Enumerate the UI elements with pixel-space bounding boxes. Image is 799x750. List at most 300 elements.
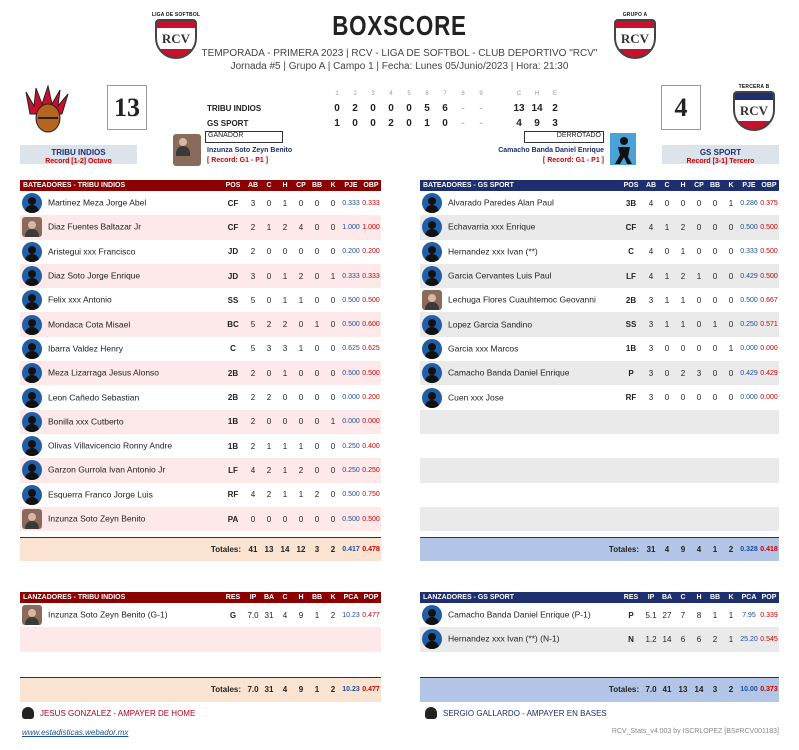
- player-avatar-icon: [22, 217, 42, 237]
- stat-cell: 2: [245, 410, 261, 434]
- stat-cell: 0.500: [739, 215, 759, 239]
- stat-cell: JD: [221, 240, 245, 264]
- stat-cell: 0.000: [361, 410, 381, 434]
- empty-cell: [723, 458, 739, 482]
- stat-cell: 0: [659, 361, 675, 385]
- stat-cell: 0: [675, 337, 691, 361]
- stat-cell: 0.339: [759, 603, 779, 627]
- empty-cell: [675, 458, 691, 482]
- table-title: LANZADORES - GS SPORT: [420, 592, 619, 603]
- player-avatar-icon: [422, 315, 442, 335]
- empty-cell: [675, 507, 691, 531]
- empty-cell: [341, 627, 361, 651]
- stat-cell: 0: [309, 361, 325, 385]
- stat-cell: 1: [277, 434, 293, 458]
- stat-cell: 3: [245, 264, 261, 288]
- player-avatar-icon: [422, 217, 442, 237]
- stat-cell: 0: [675, 385, 691, 409]
- empty-cell: [420, 434, 619, 458]
- column-header: OBP: [361, 180, 381, 191]
- inning-score: 0: [442, 118, 448, 129]
- total-cell: 4: [691, 537, 707, 561]
- column-header: POS: [221, 180, 245, 191]
- player-cell: [420, 264, 619, 288]
- stat-cell: 0: [309, 385, 325, 409]
- stat-cell: C: [619, 240, 643, 264]
- stat-cell: 0.000: [341, 410, 361, 434]
- stat-cell: 0: [309, 288, 325, 312]
- stat-cell: G: [221, 603, 245, 627]
- column-header: C: [659, 180, 675, 191]
- stat-cell: 0: [277, 240, 293, 264]
- stat-cell: 1.000: [361, 215, 381, 239]
- player-name: Camacho Banda Daniel Enrique (P-1): [448, 609, 591, 620]
- inning-score: 0: [370, 103, 376, 114]
- empty-cell: [707, 507, 723, 531]
- stat-cell: 0: [723, 312, 739, 336]
- empty-cell: [723, 434, 739, 458]
- stat-cell: 1.2: [643, 627, 659, 651]
- player-avatar-icon: [22, 339, 42, 359]
- stat-cell: 0: [659, 337, 675, 361]
- home-pitching-table: [420, 592, 779, 702]
- footer-version: RCV_Stats_v4.003 by ISCRLOPEZ [BS#RCV001183]: [611, 728, 779, 735]
- empty-cell: [261, 627, 277, 651]
- stat-cell: 1: [277, 264, 293, 288]
- stat-cell: 0.429: [759, 361, 779, 385]
- stat-cell: 1: [723, 627, 739, 651]
- player-name: Leon Cañedo Sebastian: [48, 391, 140, 402]
- player-cell: [420, 191, 619, 215]
- empty-cell: [691, 410, 707, 434]
- empty-cell: [707, 410, 723, 434]
- stat-cell: 2: [261, 458, 277, 482]
- table-row: [420, 458, 779, 482]
- stat-cell: 10.23: [341, 603, 361, 627]
- stat-cell: 3: [245, 191, 261, 215]
- column-header: H: [691, 592, 707, 603]
- stat-cell: 1: [293, 483, 309, 507]
- total-cell: 1: [309, 678, 325, 702]
- total-cell: 3: [309, 537, 325, 561]
- stat-cell: 3: [261, 337, 277, 361]
- home-batting-table: [420, 180, 779, 561]
- empty-cell: [221, 627, 245, 651]
- stat-cell: 0.333: [361, 191, 381, 215]
- stat-cell: 1: [691, 264, 707, 288]
- column-header: K: [723, 180, 739, 191]
- stat-cell: 1: [277, 483, 293, 507]
- empty-cell: [325, 627, 341, 651]
- inning-score: 0: [406, 103, 412, 114]
- stat-cell: 0: [325, 434, 341, 458]
- player-cell: [20, 483, 221, 507]
- stat-cell: 1: [277, 361, 293, 385]
- empty-cell: [759, 483, 779, 507]
- stat-cell: 0: [325, 240, 341, 264]
- stat-cell: 0: [309, 507, 325, 531]
- inning-score: 1: [424, 118, 430, 129]
- table-row: [420, 264, 779, 288]
- empty-cell: [245, 627, 261, 651]
- stat-cell: 0: [261, 240, 277, 264]
- total-cell: 9: [675, 537, 691, 561]
- game-info: Jornada #5 | Grupo A | Campo 1 | Fecha: Lunes 05/Junio/2023 | Hora: 21:30: [230, 61, 569, 72]
- total-cell: 13: [675, 678, 691, 702]
- stat-cell: 0.477: [361, 603, 381, 627]
- stat-cell: 0: [325, 507, 341, 531]
- stat-cell: 2: [293, 264, 309, 288]
- stat-cell: 1: [659, 215, 675, 239]
- total-cell: 4: [277, 678, 293, 702]
- stat-cell: 8: [691, 603, 707, 627]
- stat-cell: CF: [619, 215, 643, 239]
- column-header: H: [293, 592, 309, 603]
- stat-cell: 0: [325, 458, 341, 482]
- stat-cell: 0: [261, 507, 277, 531]
- stat-cell: 4: [245, 458, 261, 482]
- stat-cell: 1B: [221, 410, 245, 434]
- season-subtitle: TEMPORADA - PRIMERA 2023 | RCV - LIGA DE SOFTBOL - CLUB DEPORTIVO "RCV": [201, 48, 598, 59]
- empty-cell: [659, 434, 675, 458]
- player-name: Diaz Soto Jorge Enrique: [48, 270, 141, 281]
- table-row: [20, 312, 381, 336]
- stat-cell: 3: [643, 385, 659, 409]
- column-header: IP: [245, 592, 261, 603]
- stat-cell: 0: [325, 191, 341, 215]
- table-row: [20, 507, 381, 531]
- group-logo-caption: GRUPO A: [622, 12, 648, 18]
- total-cell: 10.23: [341, 678, 361, 702]
- empty-cell: [707, 458, 723, 482]
- column-header: POS: [619, 180, 643, 191]
- player-cell: [20, 385, 221, 409]
- empty-cell: [643, 483, 659, 507]
- stat-cell: BC: [221, 312, 245, 336]
- stat-cell: 1: [723, 603, 739, 627]
- home-team-name: GS SPORT: [662, 145, 779, 164]
- player-name: Cuen xxx Jose: [448, 391, 504, 402]
- runs-header: C: [516, 90, 522, 97]
- table-row: [20, 337, 381, 361]
- stat-cell: 0: [325, 361, 341, 385]
- total-cell: 0.328: [739, 537, 759, 561]
- stat-cell: 2: [277, 312, 293, 336]
- table-row: [20, 264, 381, 288]
- player-name: Inzunza Soto Zeyn Benito (G-1): [48, 609, 168, 620]
- website-link[interactable]: www.estadisticas.webador.mx: [22, 728, 129, 737]
- stat-cell: 0.000: [759, 385, 779, 409]
- stat-cell: 0: [309, 434, 325, 458]
- stat-cell: 0: [723, 385, 739, 409]
- total-cell: 0.418: [759, 537, 779, 561]
- empty-cell: [619, 483, 643, 507]
- stat-cell: 0.545: [759, 627, 779, 651]
- stat-cell: 0.333: [341, 264, 361, 288]
- away-team-name: TRIBU INDIOS: [20, 145, 137, 164]
- table-row: [420, 337, 779, 361]
- player-avatar-icon: [22, 388, 42, 408]
- stat-cell: 0.200: [361, 240, 381, 264]
- stat-cell: 0: [691, 337, 707, 361]
- stat-cell: CF: [221, 215, 245, 239]
- stat-cell: 0: [293, 385, 309, 409]
- stat-cell: 4: [293, 215, 309, 239]
- stat-cell: 2: [675, 264, 691, 288]
- player-cell: [20, 240, 221, 264]
- stat-cell: 3B: [619, 191, 643, 215]
- loser-name: Camacho Banda Daniel Enrique: [498, 147, 604, 154]
- table-row: [20, 434, 381, 458]
- stat-cell: 2B: [619, 288, 643, 312]
- player-cell: [20, 288, 221, 312]
- stat-cell: 0: [675, 191, 691, 215]
- stat-cell: 1: [707, 312, 723, 336]
- player-name: Camacho Banda Daniel Enrique: [448, 367, 570, 378]
- player-cell: [20, 215, 221, 239]
- player-cell: [420, 312, 619, 336]
- stat-cell: 0: [309, 264, 325, 288]
- home-umpire: [22, 707, 195, 719]
- stat-cell: 1: [309, 312, 325, 336]
- column-header: PJE: [341, 180, 361, 191]
- player-name: Mondaca Cota Misael: [48, 318, 131, 329]
- stat-cell: 0: [293, 410, 309, 434]
- empty-cell: [759, 410, 779, 434]
- table-row: [20, 458, 381, 482]
- total-cell: 14: [277, 537, 293, 561]
- stat-cell: 0.500: [341, 361, 361, 385]
- stat-cell: 5: [245, 288, 261, 312]
- stat-cell: 1: [675, 312, 691, 336]
- stat-cell: 2B: [221, 385, 245, 409]
- column-header: BB: [309, 180, 325, 191]
- stat-cell: 0.500: [361, 361, 381, 385]
- stat-cell: 3: [643, 337, 659, 361]
- table-title: BATEADORES - GS SPORT: [420, 180, 619, 191]
- stat-cell: 4: [643, 191, 659, 215]
- winner-name: Inzunza Soto Zeyn Benito: [207, 147, 293, 154]
- stat-cell: 0: [309, 337, 325, 361]
- table-row: [420, 215, 779, 239]
- player-silhouette-icon: [610, 133, 636, 165]
- stat-cell: PA: [221, 507, 245, 531]
- stat-cell: 2: [675, 215, 691, 239]
- empty-cell: [739, 410, 759, 434]
- empty-cell: [691, 434, 707, 458]
- player-avatar-icon: [422, 266, 442, 286]
- table-row: [420, 385, 779, 409]
- player-cell: [20, 410, 221, 434]
- inning-header: 5: [407, 90, 411, 97]
- stat-cell: 0: [293, 240, 309, 264]
- stat-cell: 1: [707, 603, 723, 627]
- stat-cell: N: [619, 627, 643, 651]
- stat-cell: 0: [293, 191, 309, 215]
- stat-cell: 0: [325, 288, 341, 312]
- stat-cell: 0.500: [361, 288, 381, 312]
- stat-cell: 2: [245, 215, 261, 239]
- stat-cell: 0: [293, 507, 309, 531]
- empty-cell: [691, 458, 707, 482]
- player-name: Felix xxx Antonio: [48, 294, 112, 305]
- stat-cell: 1: [261, 434, 277, 458]
- inning-score: 0: [370, 118, 376, 129]
- stat-cell: 2: [245, 240, 261, 264]
- inning-header: 8: [461, 90, 465, 97]
- stat-cell: 2B: [221, 361, 245, 385]
- empty-cell: [643, 458, 659, 482]
- home-umpire-name: JESUS GONZALEZ - AMPAYER DE HOME: [40, 708, 196, 718]
- empty-cell: [420, 483, 619, 507]
- empty-cell: [643, 434, 659, 458]
- stat-cell: 0.333: [361, 264, 381, 288]
- stat-cell: 1: [277, 191, 293, 215]
- stat-cell: 0: [691, 191, 707, 215]
- stat-cell: 0.500: [759, 240, 779, 264]
- player-name: Diaz Fuentes Baltazar Jr: [48, 221, 142, 232]
- stat-cell: 0: [707, 215, 723, 239]
- stat-cell: 0: [723, 240, 739, 264]
- stat-cell: RF: [619, 385, 643, 409]
- home-logo-shield: RCV: [733, 91, 775, 131]
- table-row: [420, 483, 779, 507]
- player-avatar-icon: [22, 290, 42, 310]
- stat-cell: 2: [309, 483, 325, 507]
- stat-cell: 0: [293, 361, 309, 385]
- stat-cell: 0.667: [759, 288, 779, 312]
- player-avatar-icon: [422, 363, 442, 383]
- player-cell: [20, 361, 221, 385]
- total-cell: 7.0: [245, 678, 261, 702]
- stat-cell: 0: [261, 410, 277, 434]
- stat-cell: 0: [309, 240, 325, 264]
- stat-cell: 0: [325, 337, 341, 361]
- stat-cell: 5: [245, 337, 261, 361]
- player-avatar-icon: [22, 436, 42, 456]
- stat-cell: 1: [293, 288, 309, 312]
- stat-cell: LF: [619, 264, 643, 288]
- total-cell: 0.477: [361, 678, 381, 702]
- stat-cell: P: [619, 361, 643, 385]
- player-name: Hernandez xxx Ivan (**): [448, 245, 538, 256]
- stat-cell: 7.0: [245, 603, 261, 627]
- away-pitching-table: [20, 592, 381, 702]
- column-header: BB: [707, 180, 723, 191]
- totals-row: [420, 678, 779, 702]
- stat-cell: 27: [659, 603, 675, 627]
- player-avatar-icon: [422, 605, 442, 625]
- total-cell: 12: [293, 537, 309, 561]
- total-cell: 2: [723, 678, 739, 702]
- total-errors: 3: [552, 118, 558, 129]
- empty-cell: [739, 458, 759, 482]
- table-row: [420, 603, 779, 627]
- player-name: Aristegui xxx Francisco: [48, 245, 136, 256]
- stat-cell: 0: [691, 215, 707, 239]
- stat-cell: 3: [691, 361, 707, 385]
- table-row: [20, 240, 381, 264]
- totals-row: [20, 537, 381, 561]
- stat-cell: 0: [325, 385, 341, 409]
- stat-cell: 0: [659, 191, 675, 215]
- player-avatar-icon: [422, 290, 442, 310]
- table-header: [20, 180, 381, 191]
- player-cell: [420, 361, 619, 385]
- column-header: BA: [659, 592, 675, 603]
- stat-cell: 0.250: [341, 434, 361, 458]
- stat-cell: 4: [277, 603, 293, 627]
- stat-cell: 1: [277, 288, 293, 312]
- bases-umpire: [425, 707, 607, 719]
- total-cell: 1: [707, 537, 723, 561]
- stat-cell: 4: [245, 483, 261, 507]
- total-cell: 31: [643, 537, 659, 561]
- player-cell: [20, 434, 221, 458]
- winner-photo: [173, 134, 201, 166]
- stat-cell: 1: [293, 434, 309, 458]
- stat-cell: 1B: [619, 337, 643, 361]
- column-header: BB: [707, 592, 723, 603]
- stat-cell: 0: [261, 264, 277, 288]
- player-name: Meza Lizarraga Jesus Alonso: [48, 367, 160, 378]
- stat-cell: 0: [277, 507, 293, 531]
- empty-cell: [759, 507, 779, 531]
- total-runs: 13: [513, 103, 525, 114]
- stat-cell: 31: [261, 603, 277, 627]
- stat-cell: 1: [261, 215, 277, 239]
- empty-cell: [420, 458, 619, 482]
- stat-cell: 25.20: [739, 627, 759, 651]
- player-cell: [20, 603, 221, 627]
- stat-cell: 3: [643, 312, 659, 336]
- player-name: Lopez Garcia Sandino: [448, 318, 533, 329]
- empty-cell: [643, 410, 659, 434]
- stat-cell: 0: [707, 240, 723, 264]
- stat-cell: 0: [277, 410, 293, 434]
- stat-cell: 9: [293, 603, 309, 627]
- empty-cell: [20, 627, 221, 651]
- home-team-record: Record [3-1] Tercero: [686, 158, 755, 165]
- column-header: C: [675, 592, 691, 603]
- stat-cell: 2: [261, 483, 277, 507]
- player-cell: [420, 337, 619, 361]
- total-cell: 0.373: [759, 678, 779, 702]
- empty-cell: [420, 410, 619, 434]
- empty-cell: [723, 483, 739, 507]
- total-errors: 2: [552, 103, 558, 114]
- empty-cell: [643, 507, 659, 531]
- totals-label: Totales:: [20, 678, 245, 702]
- inning-score: -: [461, 118, 465, 129]
- stat-cell: 0.750: [361, 483, 381, 507]
- total-cell: 14: [691, 678, 707, 702]
- stat-cell: 0.286: [739, 191, 759, 215]
- player-cell: [20, 337, 221, 361]
- table-row: [20, 410, 381, 434]
- table-header: [420, 180, 779, 191]
- stat-cell: 0.500: [341, 483, 361, 507]
- player-name: Olivas Villavicencio Ronny Andre: [48, 440, 173, 451]
- column-header: OBP: [759, 180, 779, 191]
- column-header: C: [277, 592, 293, 603]
- table-row: [20, 288, 381, 312]
- empty-cell: [293, 627, 309, 651]
- inning-score: 0: [334, 103, 340, 114]
- inning-header: 6: [425, 90, 429, 97]
- stat-cell: LF: [221, 458, 245, 482]
- inning-score: 2: [352, 103, 358, 114]
